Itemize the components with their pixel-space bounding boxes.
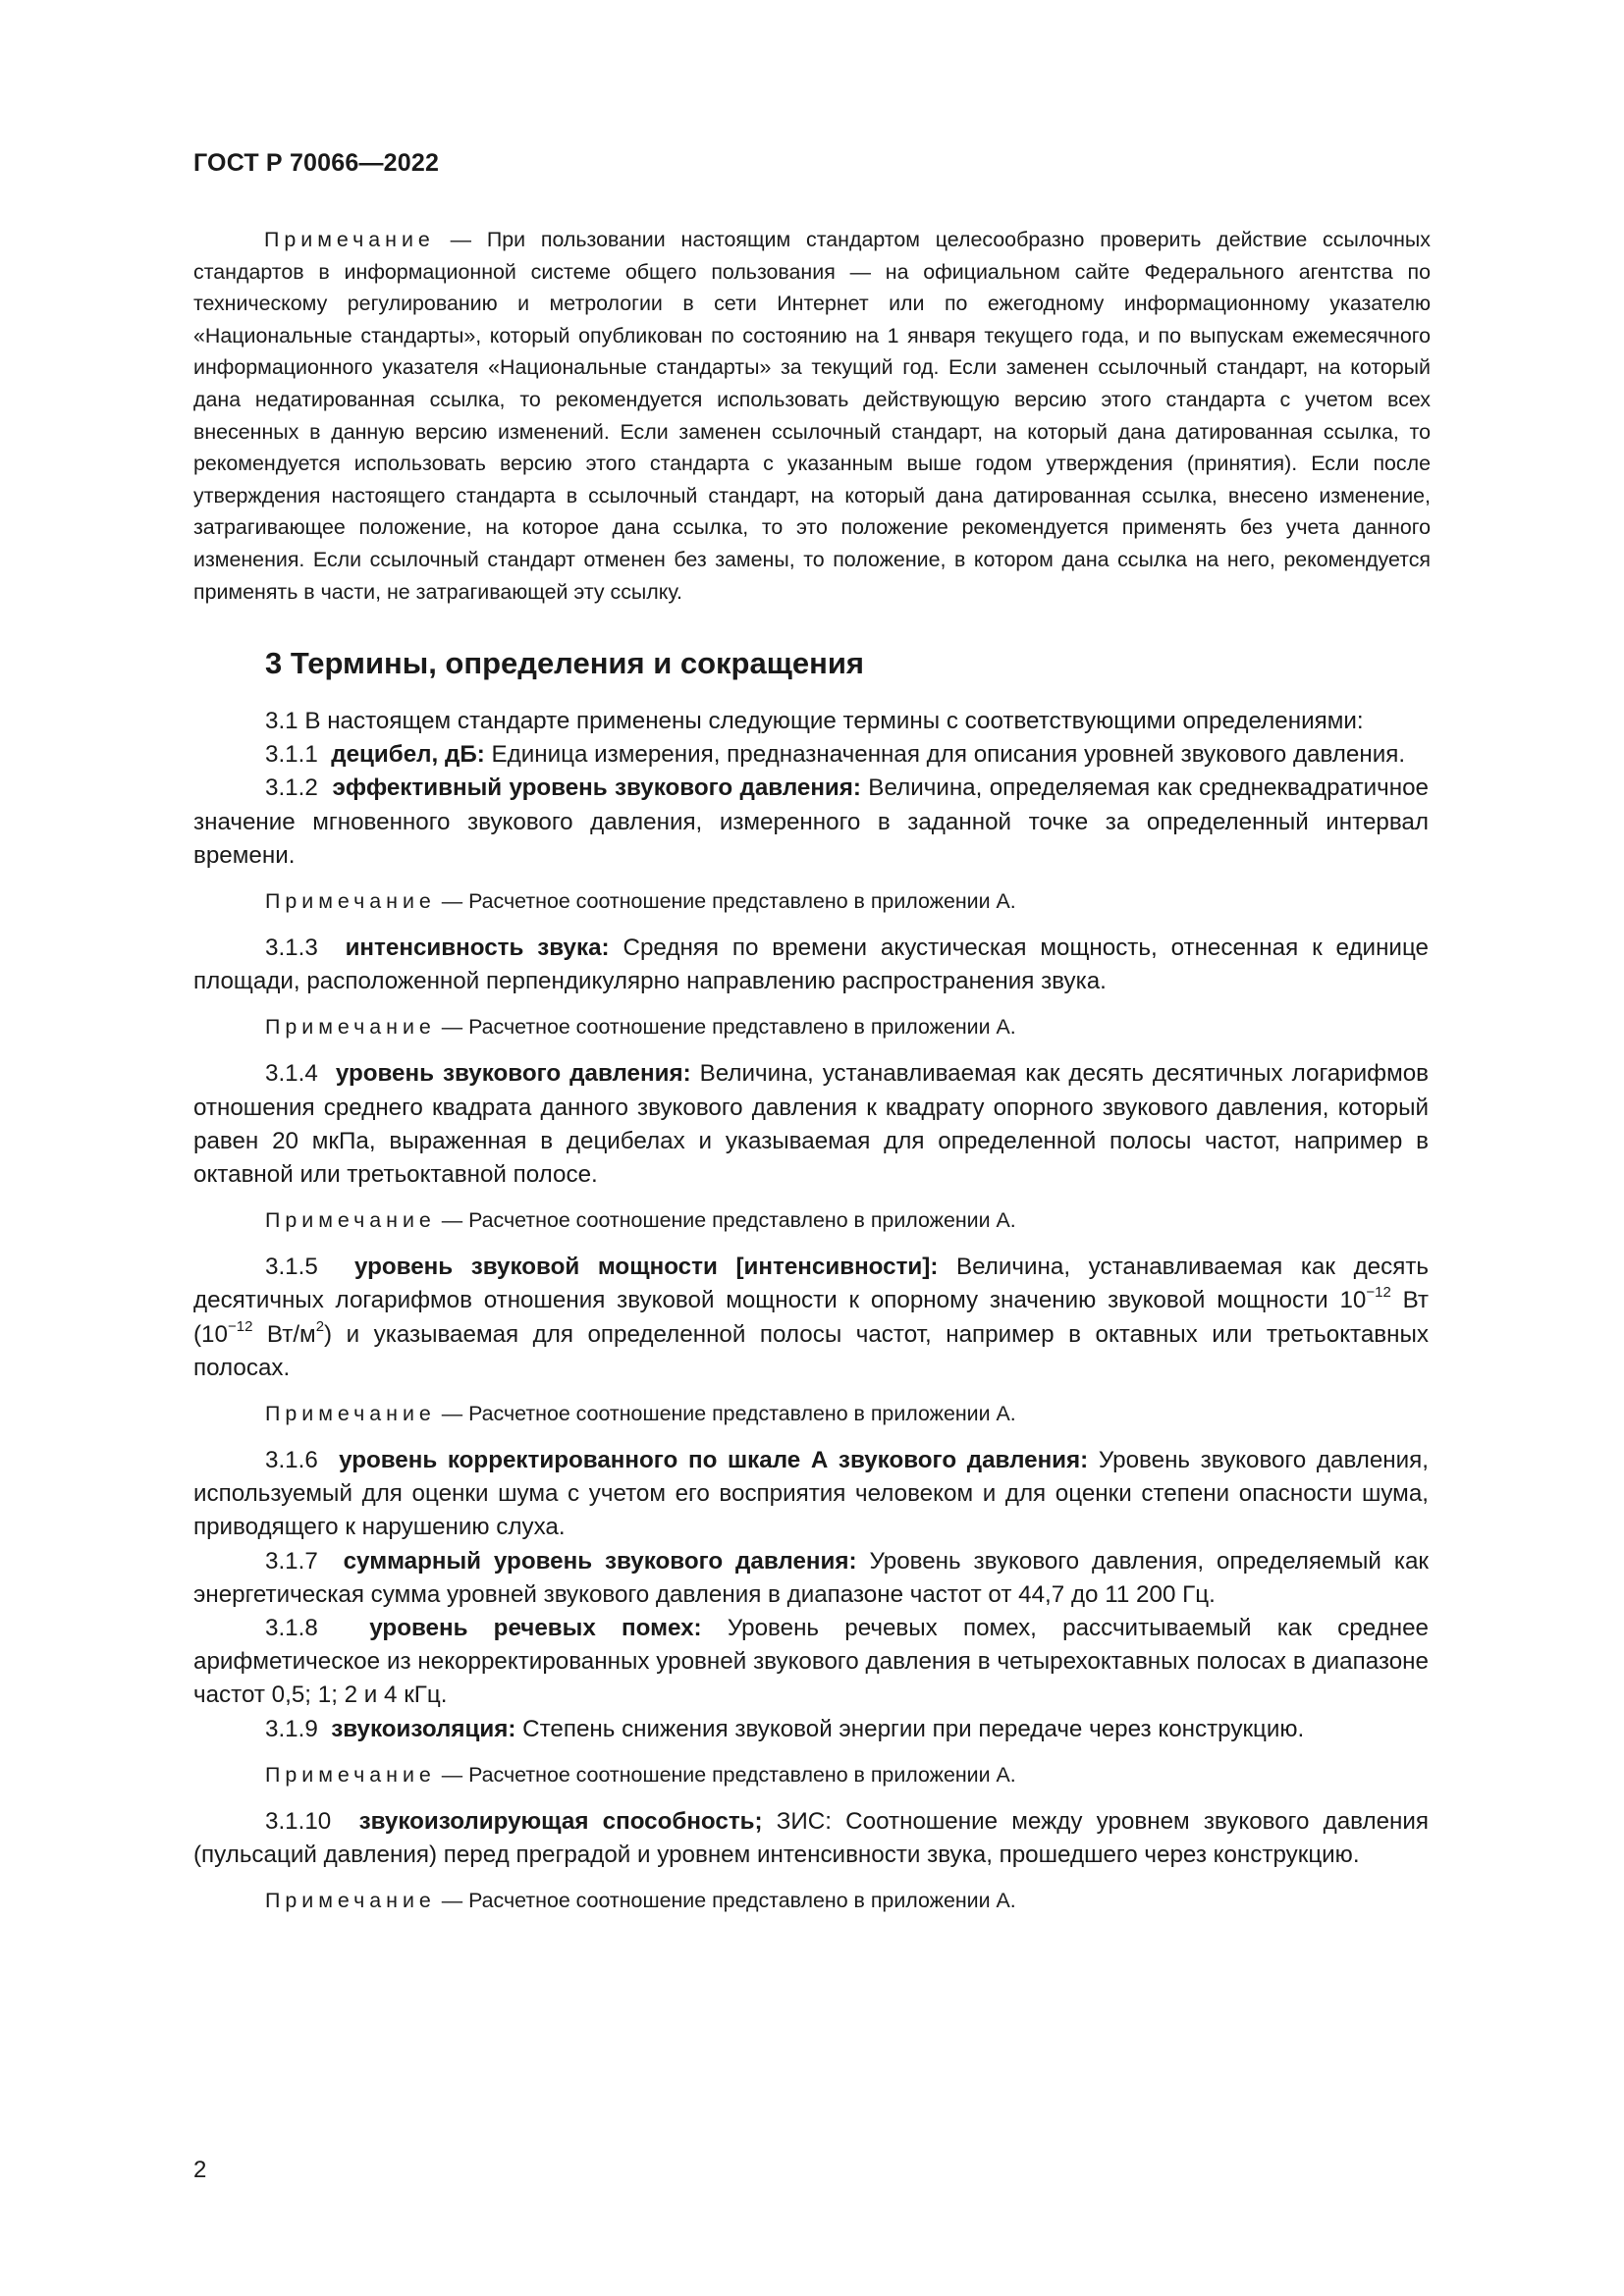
note-3-1-9: Примечание — Расчетное соотношение представлено в приложении А. [265,1762,1016,1787]
term-3-1-3: 3.1.3 интенсивность звука: Средняя по времени акустическая мощность, отнесенная к единице площади, расположенной перпендикулярно направлению распространения звука. [193,934,1429,995]
note-3-1-5: Примечание — Расчетное соотношение представлено в приложении А. [265,1402,1016,1426]
term-3-1-10: 3.1.10 звукоизолирующая способность; ЗИС: Соотношение между уровнем звукового давления (пульсаций давления) перед преградой и уровнем интенсивности звука, прошедшего через конструкцию. [193,1807,1429,1869]
note-3-1-2: Примечание — Расчетное соотношение представлено в приложении А. [265,889,1016,914]
section-content [193,705,1429,1915]
section-title: 3 Термины, определения и сокращения [265,646,864,680]
note-3-1-10: Примечание — Расчетное соотношение представлено в приложении А. [265,1889,1016,1913]
note-3-1-4: Примечание — Расчетное соотношение представлено в приложении А. [265,1208,1016,1233]
intro-note-text: — При пользовании настоящим стандартом целесообразно проверить действие ссылочных стандартов в информационной системе общего пользования — на официальном сайте Федерального агентства по техническому регулированию и метрологии в сети Интернет или по ежегодному информационному указателю «Национальные стандарты», который опубликован по состоянию на 1 января текущего года, и по выпускам ежемесячного информационного указателя «Национальные стандарты» за текущий год. Если заменен ссылочный стандарт, на который дана недатированная ссылка, то рекомендуется использовать действующую версию этого стандарта с учетом всех внесенных в данную версию изменений. Если заменен ссылочный стандарт, на который дана датированная ссылка, то рекомендуется использовать версию этого стандарта с указанным выше годом утверждения (принятия). Если после утверждения настоящего стандарта в ссылочный стандарт, на который дана датированная ссылка, внесено изменение, затрагивающее положение, на которое дана ссылка, то это положение рекомендуется применять без учета данного изменения. Если ссылочный стандарт отменен без замены, то положение, в котором дана ссылка на него, рекомендуется применять в части, не затрагивающей эту ссылку. [193,228,1431,604]
term-3-1-8: 3.1.8 уровень речевых помех: Уровень речевых помех, рассчитываемый как среднее арифметическое из некорректированных уровней звукового давления в четырехоктавных полосах в диапазоне частот 0,5; 1; 2 и 4 кГц. [193,1615,1430,1709]
paragraph-3-1: 3.1 В настоящем стандарте применены следующие термины с соответствующими определениями: [265,708,1364,734]
term-3-1-9: 3.1.9 звукоизоляция: Степень снижения звуковой энергии при передаче через конструкцию. [265,1715,1305,1742]
intro-note [193,224,1431,608]
term-3-1-6: 3.1.6 уровень корректированного по шкале А звукового давления: Уровень звукового давления, используемый для оценки шума с учетом его восприятия человеком и для оценки степени опасности шума, приводящего к нарушению слуха. [193,1447,1429,1541]
term-3-1-2: 3.1.2 эффективный уровень звукового давления: Величина, определяемая как среднеквадратичное значение мгновенного звукового давления, измеренного в заданной точке за определенный интервал времени. [193,774,1429,869]
term-3-1-1: 3.1.1 децибел, дБ: Единица измерения, предназначенная для описания уровней звукового давления. [265,741,1406,769]
term-3-1-4: 3.1.4 уровень звукового давления: Величина, устанавливаемая как десять десятичных логарифмов отношения среднего квадрата данного звукового давления к квадрату опорного звукового давления, который равен 20 мкПа, выраженная в децибелах и указываемая для определенной полосы частот, например в октавной или третьоктавной полосе. [193,1060,1429,1189]
term-3-1-7: 3.1.7 суммарный уровень звукового давления: Уровень звукового давления, определяемый как энергетическая сумма уровней звукового давления в диапазоне частот от 44,7 до 11 200 Гц. [193,1547,1429,1608]
note-label: Примечание [264,228,435,251]
term-3-1-5: 3.1.5 уровень звуковой мощности [интенсивности]: Величина, устанавливаемая как десять десятичных логарифмов отношения звуковой мощности к опорному значению звуковой мощности $10^{-12}$ Вт ($10^{-12}$ $Вт/м^2$) и указываемая для определенной полосы частот, например в октавных или третьоктавных полосах. [193,1254,1430,1381]
note-3-1-3: Примечание — Расчетное соотношение представлено в приложении А. [265,1015,1016,1040]
standard-header: ГОСТ Р 70066—2022 [193,149,440,177]
page-number: 2 [193,2157,207,2183]
